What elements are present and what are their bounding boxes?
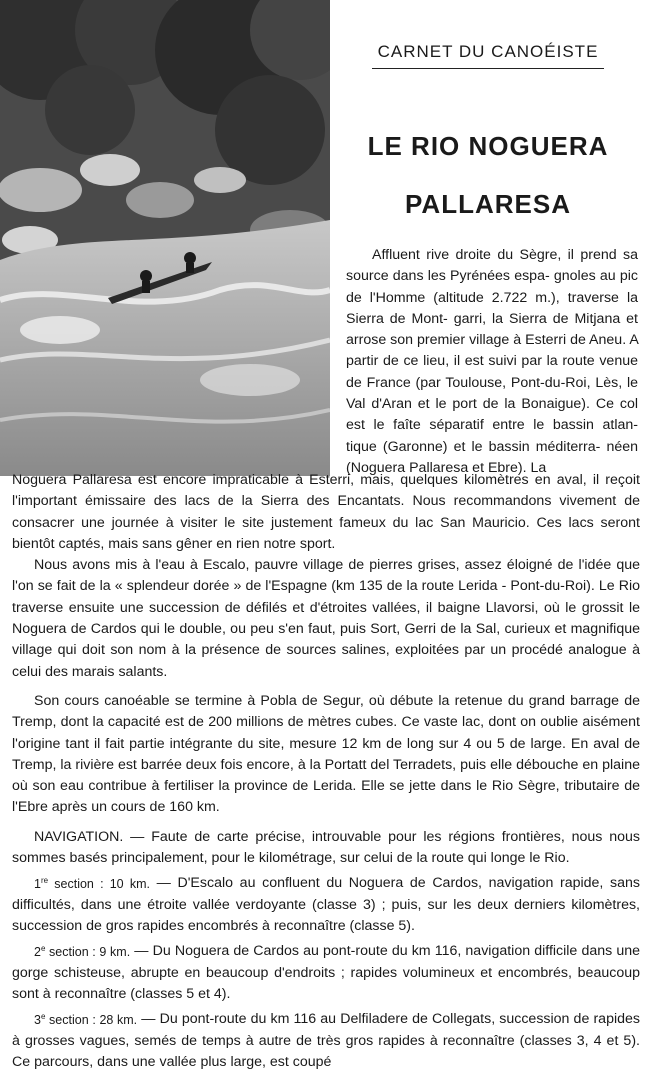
intro-line: port de la Bonaigue). Ce col est le xyxy=(346,396,638,434)
section-label xyxy=(34,1013,137,1027)
section-ordinal-suffix: e xyxy=(40,943,46,953)
intro-line: tique (Garonne) et le bassin méditerra- xyxy=(346,438,601,455)
intro-line: gnoles au pic de l'Homme (altitude xyxy=(346,268,638,306)
section-1 xyxy=(12,869,640,937)
intro-line: Affluent rive droite du Sègre, il xyxy=(372,247,574,263)
title-line-2: PALLARESA xyxy=(405,189,571,219)
navigation-heading: NAVIGATION. xyxy=(34,828,124,845)
paragraph-tremp: Son cours canoéable se termine à Pobla de Segur, où débute la retenue du grand barrage de Tremp, dont la capacité est de 200 millions de mètres cubes. Ce vaste lac, dont on oublie aisément l'origine tant il fait partie intégrante du site, mesure 12 km de long sur 4 ou 5 de large. En aval de Tremp, la rivière est barrée deux fois encore, à la Portatt del Terradets, puis elle débouche en plaine où son eau contribue à fertiliser la province de Lerida. Elle se jette dans le Rio Sègre, tributaire de l'Ebre après un cours de 160 km. xyxy=(12,692,640,816)
title-line-1: LE RIO NOGUERA xyxy=(367,131,609,161)
intro-line: néen (Noguera Pallaresa et Ebre). La xyxy=(346,438,638,476)
intro-line: garri, la Sierra de Mitjana et arrose son xyxy=(346,310,638,349)
section-ordinal-suffix: re xyxy=(40,875,49,885)
article-title xyxy=(338,117,638,233)
paragraph-navigation xyxy=(12,827,640,870)
section-text: — D'Escalo au confluent du Noguera de Cardos, navigation rapide, sans difficultés, dans une étroite vallée verdoyante (classe 3) ; puis, sur les deux derniers kilomètres, succession de gros rapides encombrés à reconnaître (classe 5). xyxy=(12,875,641,935)
section-ordinal-suffix: e xyxy=(40,1011,46,1021)
intro-line: partir de ce lieu, il est suivi par la xyxy=(346,353,558,370)
article-body xyxy=(12,470,640,1073)
intro-line: faîte séparatif entre le bassin atlan- xyxy=(393,417,638,434)
section-label xyxy=(34,877,150,891)
section-text: — Du Noguera de Cardos au pont-route du km 116, navigation difficile dans une gorge schisteuse, abrupte en beaucoup d'endroits ; rapides volumineux et encombrés, beaucoup sont à reconnaître (classes 5 et 4). xyxy=(12,943,640,1003)
section-ordinal: 1 xyxy=(34,876,41,891)
intro-line: route venue de France (par Toulouse, xyxy=(346,353,638,391)
section-heading: section : 9 km. xyxy=(45,944,131,959)
intro-line: prend sa source dans les Pyrénées espa- xyxy=(346,247,638,285)
paragraph-escalo: Nous avons mis à l'eau à Escalo, pauvre village de pierres grises, assez éloigné de l'idée que l'on se fait de la « splendeur dorée » de l'Espagne (km 135 de la route Lerida - Pont-du-Roi). Le Rio traverse ensuite une succession de défilés et d'étroites vallées, il baigne Llavorsi, où le grossit le Noguera de Cardos qui le double, ou peu s'en faut, puis Sort, Gerri de la Sal, curieux et magnifique village qui doit son nom à la présence de sources salines, exploitées par un procédé analogue à celui des marais salants. xyxy=(12,557,640,680)
intro-line: premier village à Esterri de Aneu. A xyxy=(417,332,638,349)
navigation-text: — Faute de carte précise, introuvable pour les régions frontières, nous nous sommes basés principalement, pour le kilométrage, sur celui de la route qui longe le Rio. xyxy=(12,828,640,867)
section-ordinal: 3 xyxy=(34,1012,41,1027)
section-heading: section : 10 km. xyxy=(48,876,150,891)
section-text: — Du pont-route du km 116 au Delfiladere de Collegats, succession de rapides à grosses vagues, semés de temps à autre de très gros rapides à reconnaître (classes 3, 4 et 5). Ce parcours, dans une vallée plus large, est coupé xyxy=(12,1011,640,1071)
intro-paragraph xyxy=(346,245,638,479)
intro-line: Pont-du-Roi, Lès, le Val d'Aran et le xyxy=(346,374,638,413)
canoe-photo xyxy=(0,0,330,476)
paragraph-continuation: Noguera Pallaresa est encore impraticable à Esterri, mais, quelques kilomètres en aval, il reçoit l'important émissaire des lacs de la Sierra des Encantats. Nous recommandons vivement de consacrer une journée à visiter le site justement fameux du lac San Mauricio. Ces lacs seront bientôt captés, mais sans gêner en rien notre sport. xyxy=(12,472,640,552)
section-heading: section : 28 km. xyxy=(45,1012,138,1027)
section-2 xyxy=(12,937,640,1005)
section-3 xyxy=(12,1005,640,1073)
intro-line: 2.722 m.), traverse la Sierra de Mont- xyxy=(346,289,638,327)
intro-column xyxy=(346,245,638,479)
article-header xyxy=(338,38,638,233)
series-title: CARNET DU CANOÉISTE xyxy=(372,38,605,69)
section-ordinal: 2 xyxy=(34,944,41,959)
section-label xyxy=(34,945,130,959)
